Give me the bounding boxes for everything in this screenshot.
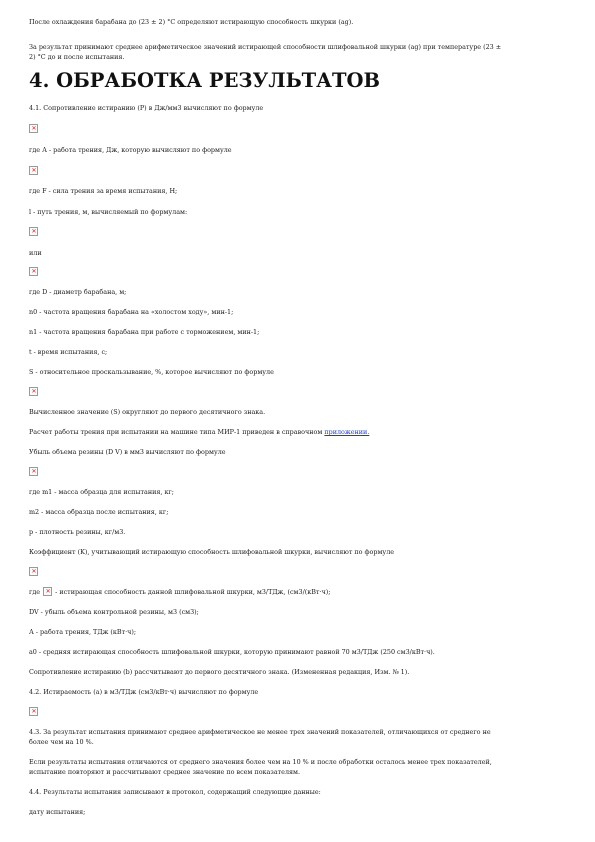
paragraph-cooling: После охлаждения барабана до (23 ± 2) °С определяют истирающую способность шкурки (ag). xyxy=(29,18,354,26)
def-slip-s: S - относительное проскальзывание, %, которое вычисляют по формуле xyxy=(29,368,274,376)
broken-image-icon xyxy=(29,267,38,276)
def-m1: где m1 - масса образца для испытания, кг; xyxy=(29,488,174,496)
broken-image-icon xyxy=(43,587,52,596)
calc-reference xyxy=(29,427,369,437)
gde-text: где xyxy=(29,588,43,596)
item-date: дату испытания; xyxy=(29,808,86,816)
repeat-rule-line2: испытание повторяют и рассчитывают среднее значение по всем показателям. xyxy=(29,768,301,776)
def-density: р - плотность резины, кг/м3. xyxy=(29,528,126,536)
def-diameter-d: где D - диаметр барабана, м; xyxy=(29,288,127,296)
def-abrasive-capacity xyxy=(29,587,330,597)
paragraph-result-line1: За результат принимают среднее арифметическое значений истирающей способности шлифовальной шкурки (ag) при температуре (23 ± xyxy=(29,43,502,51)
appendix-link[interactable]: приложении. xyxy=(324,428,370,436)
clause-4-1: 4.1. Сопротивление истиранию (Р) в Дж/мм3 вычисляют по формуле xyxy=(29,104,264,112)
def-friction-work: А - работа трения, ТДж (кВт·ч); xyxy=(29,628,137,636)
def-force-f: где F - сила трения за время испытания, Н; xyxy=(29,187,178,195)
def-a0: а0 - средняя истирающая способность шлифовальной шкурки, которую принимают равной 70 м3/ТДж (250 см3/кВт·ч). xyxy=(29,648,435,656)
abrasive-capacity-text: - истирающая способность данной шлифовальной шкурки, м3/ТДж, (см3/(кВт·ч); xyxy=(53,588,331,596)
def-control-volume: DV - убыль объема контрольной резины, м3 (см3); xyxy=(29,608,199,616)
broken-image-icon xyxy=(29,387,38,396)
broken-image-icon xyxy=(29,227,38,236)
word-or: или xyxy=(29,249,42,257)
slip-rounding: Вычисленное значение (S) округляют до первого десятичного знака. xyxy=(29,408,266,416)
coefficient-k: Коэффициент (K), учитывающий истирающую способность шлифовальной шкурки, вычисляют по формуле xyxy=(29,548,395,556)
def-m2: m2 - масса образца после испытания, кг; xyxy=(29,508,169,516)
section-heading: 4. ОБРАБОТКА РЕЗУЛЬТАТОВ xyxy=(29,69,381,92)
repeat-rule-line1: Если результаты испытания отличаются от среднего значения более чем на 10 % и после обработки осталось менее трех показателей, xyxy=(29,758,492,766)
broken-image-icon xyxy=(29,567,38,576)
def-n0: n0 - частота вращения барабана на «холостом ходу», мин-1; xyxy=(29,308,234,316)
def-time-t: t - время испытания, с; xyxy=(29,348,108,356)
clause-4-3-line1: 4.3. За результат испытания принимают среднее арифметическое не менее трех значений показателей, отличающихся от среднего не xyxy=(29,728,491,736)
calc-reference-text: Расчет работы трения при испытании на машине типа МИР-1 приведен в справочном xyxy=(29,428,325,436)
broken-image-icon xyxy=(29,707,38,716)
def-path-l: l - путь трения, м, вычисляемый по формулам: xyxy=(29,208,188,216)
volume-loss: Убыль объема резины (D V) в мм3 вычисляют по формуле xyxy=(29,448,226,456)
clause-4-2: 4.2. Истираемость (a) в м3/ТДж (см3/кВт·ч) вычисляют по формуле xyxy=(29,688,259,696)
clause-4-4: 4.4. Результаты испытания записывают в протокол, содержащий следующие данные: xyxy=(29,788,321,796)
def-n1: n1 - частота вращения барабана при работе с торможением, мин-1; xyxy=(29,328,260,336)
clause-4-3-line2: более чем на 10 %. xyxy=(29,738,94,746)
resistance-rounding: Сопротивление истиранию (b) рассчитывают до первого десятичного знака. (Измененная редакция, Изм. № 1). xyxy=(29,668,410,676)
def-work-a: где А - работа трения, Дж, которую вычисляют по формуле xyxy=(29,146,232,154)
broken-image-icon xyxy=(29,124,38,133)
broken-image-icon xyxy=(29,166,38,175)
broken-image-icon xyxy=(29,467,38,476)
paragraph-result-line2: 2) °С до и после испытания. xyxy=(29,53,125,61)
